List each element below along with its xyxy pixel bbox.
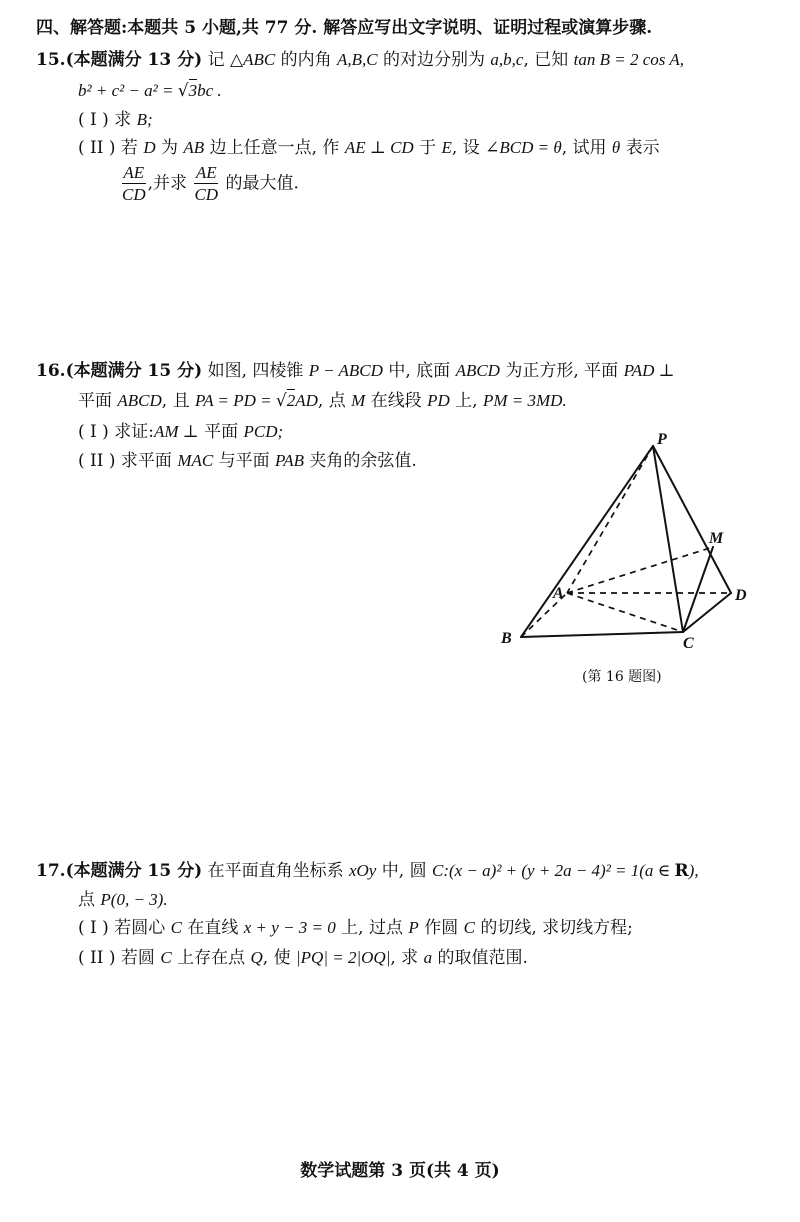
q17-math: Q [250, 948, 263, 967]
fraction-numerator: AE [123, 163, 145, 182]
q17-math: a [423, 948, 433, 967]
q16-text: 与平面 [213, 451, 276, 471]
q15-math: D [143, 138, 156, 157]
q15-math: ABC [243, 50, 276, 69]
label-c: C [683, 635, 694, 652]
label-p: P [657, 431, 667, 448]
q16-text: 夹角的余弦值. [304, 451, 417, 471]
q15-math: AE ⊥ CD [344, 138, 414, 157]
q16-part2-label: ( II ) [78, 451, 116, 471]
q17-math: P(0, − 3). [100, 890, 168, 909]
q16-text: , 点 [317, 391, 352, 411]
q15-math: ∠BCD = θ [485, 138, 562, 157]
q17-math: C [170, 918, 182, 937]
q15-condition-2: b² + c² − a² = [78, 81, 178, 100]
q17-math: C [160, 948, 172, 967]
q16-text: , 且 [161, 391, 196, 411]
q15-math: E [441, 138, 452, 157]
q16-math: ABCD [455, 361, 500, 380]
q15-text: 的内角 [275, 50, 337, 70]
fraction-ae-cd [122, 164, 146, 204]
fraction-denominator: CD [194, 184, 219, 204]
q16-math: M [351, 391, 366, 410]
label-d: D [735, 587, 747, 604]
sqrt-sign: √ [177, 81, 189, 101]
label-m: M [709, 530, 724, 547]
q17-math: xOy [348, 861, 377, 880]
q16-math: PA = PD = [195, 391, 276, 410]
q17-line-1 [36, 862, 699, 880]
q15-text: 若 [120, 138, 144, 158]
q15-points: (本题满分 13 分) [65, 50, 203, 70]
q16-part2 [78, 452, 417, 470]
q15-number: 15. [36, 50, 66, 70]
q17-math: |PQ| = 2|OQ| [295, 948, 391, 967]
fraction-numerator: AE [195, 163, 217, 182]
q17-text: 在直线 [181, 918, 244, 938]
q17-text: , 求 [390, 948, 424, 968]
q17-part1 [78, 919, 633, 937]
q17-text: 的切线, 求切线方程; [474, 918, 633, 938]
q16-math: ABCD [117, 391, 162, 410]
q16-sqrt-value: 2 [286, 391, 296, 410]
q15-text: 为 [155, 138, 184, 158]
q16-text: 平面 [78, 391, 118, 411]
q15-text: 记 △ [207, 50, 244, 70]
q15-text: , 试用 [561, 138, 612, 158]
q15-text: , 已知 [523, 50, 574, 70]
q16-part1-label: ( I ) [78, 422, 109, 442]
q17-text: 中, 圆 [376, 861, 432, 881]
q17-math: C [463, 918, 475, 937]
edge-bc [521, 632, 683, 637]
q17-text: , 使 [262, 948, 296, 968]
q17-part1-label: ( I ) [78, 918, 109, 938]
q17-text: 若圆 [120, 948, 161, 968]
figure-caption: (第 16 题图) [582, 669, 662, 685]
q16-text: 中, 底面 [382, 361, 456, 381]
q16-math: AM ⊥ [153, 422, 199, 441]
q15-math: θ [611, 138, 621, 157]
q16-math: PAD ⊥ [623, 361, 675, 380]
q16-line-2 [78, 392, 567, 410]
q16-text: 求平面 [120, 451, 178, 471]
q16-text: 求证: [114, 422, 154, 442]
q15-math: A,B,C [336, 50, 378, 69]
q15-text: 求 [114, 110, 137, 130]
q16-math: P − ABCD [308, 361, 383, 380]
q16-text: 为正方形, 平面 [499, 361, 624, 381]
q17-text: 点 [78, 890, 101, 910]
q17-text: 的取值范围. [432, 948, 528, 968]
q16-math: MAC [177, 451, 214, 470]
q15-part2-line-1 [78, 139, 660, 157]
sqrt-sign: √ [275, 391, 287, 411]
q17-circle-equation: C:(x − a)² + (y + 2a − 4)² = 1(a ∈ [431, 861, 675, 880]
q17-text: 在平面直角坐标系 [207, 861, 349, 881]
edge-pa [567, 446, 653, 593]
q17-line-2 [78, 891, 168, 909]
q16-part1 [78, 423, 283, 441]
q15-part1 [78, 111, 153, 129]
q16-number: 16. [36, 361, 66, 381]
fraction-denominator: CD [122, 184, 146, 204]
page-footer: 数学试题第 3 页(共 4 页) [300, 1161, 500, 1181]
q15-sqrt-value: 3 [188, 81, 198, 100]
section-header: 四、解答题:本题共 5 小题,共 77 分. 解答应写出文字说明、证明过程或演算步骤. [36, 18, 653, 38]
q17-math: P [408, 918, 419, 937]
q15-text: ,并求 [147, 173, 193, 194]
q17-text: 上, 过点 [335, 918, 409, 938]
q17-text: 若圆心 [114, 918, 171, 938]
q15-text: 的对边分别为 [377, 50, 491, 70]
q15-math: AB [183, 138, 205, 157]
q16-text: 如图, 四棱锥 [207, 361, 309, 381]
q15-condition-1: tan B = 2 cos A, [573, 50, 684, 69]
edge-pb [521, 446, 653, 637]
q17-points: (本题满分 15 分) [65, 861, 203, 881]
q15-text: 的最大值. [220, 173, 299, 194]
q16-text: 在线段 [365, 391, 428, 411]
q15-math: B; [136, 110, 153, 129]
q15-part1-label: ( I ) [78, 110, 109, 130]
q17-text: 作圆 [418, 918, 464, 938]
q17-part2 [78, 949, 528, 967]
q17-text: 上存在点 [171, 948, 251, 968]
q15-math: a,b,c [490, 50, 524, 69]
q15-line-1 [36, 51, 684, 69]
q15-line-2 [78, 82, 222, 100]
q15-text: 表示 [620, 138, 660, 158]
pyramid-figure [495, 430, 775, 660]
q15-part2-label: ( II ) [78, 138, 116, 158]
label-a: A [553, 585, 564, 602]
fraction-ae-cd [194, 164, 218, 204]
q16-math: PCD; [243, 422, 284, 441]
q16-math: PD [427, 391, 450, 410]
q17-math: x + y − 3 = 0 [243, 918, 336, 937]
q16-line-1 [36, 362, 675, 380]
q15-text: 边上任意一点, 作 [204, 138, 345, 158]
q15-condition-2-tail: bc . [197, 81, 222, 100]
q17-reals: R [674, 861, 689, 881]
q17-part2-label: ( II ) [78, 948, 116, 968]
q16-math: AD [295, 391, 318, 410]
q15-text: , 设 [451, 138, 486, 158]
label-b: B [501, 630, 512, 647]
q16-text: 平面 [198, 422, 244, 442]
q17-math: ), [688, 861, 699, 880]
q15-text: 于 [413, 138, 442, 158]
q15-part2-line-2 [120, 164, 299, 204]
q16-math: PM = 3MD. [483, 391, 567, 410]
edge-ac [567, 593, 683, 632]
q16-math: PAB [275, 451, 304, 470]
q17-number: 17. [36, 861, 66, 881]
q16-points: (本题满分 15 分) [65, 361, 203, 381]
q16-text: 上, [449, 391, 483, 411]
